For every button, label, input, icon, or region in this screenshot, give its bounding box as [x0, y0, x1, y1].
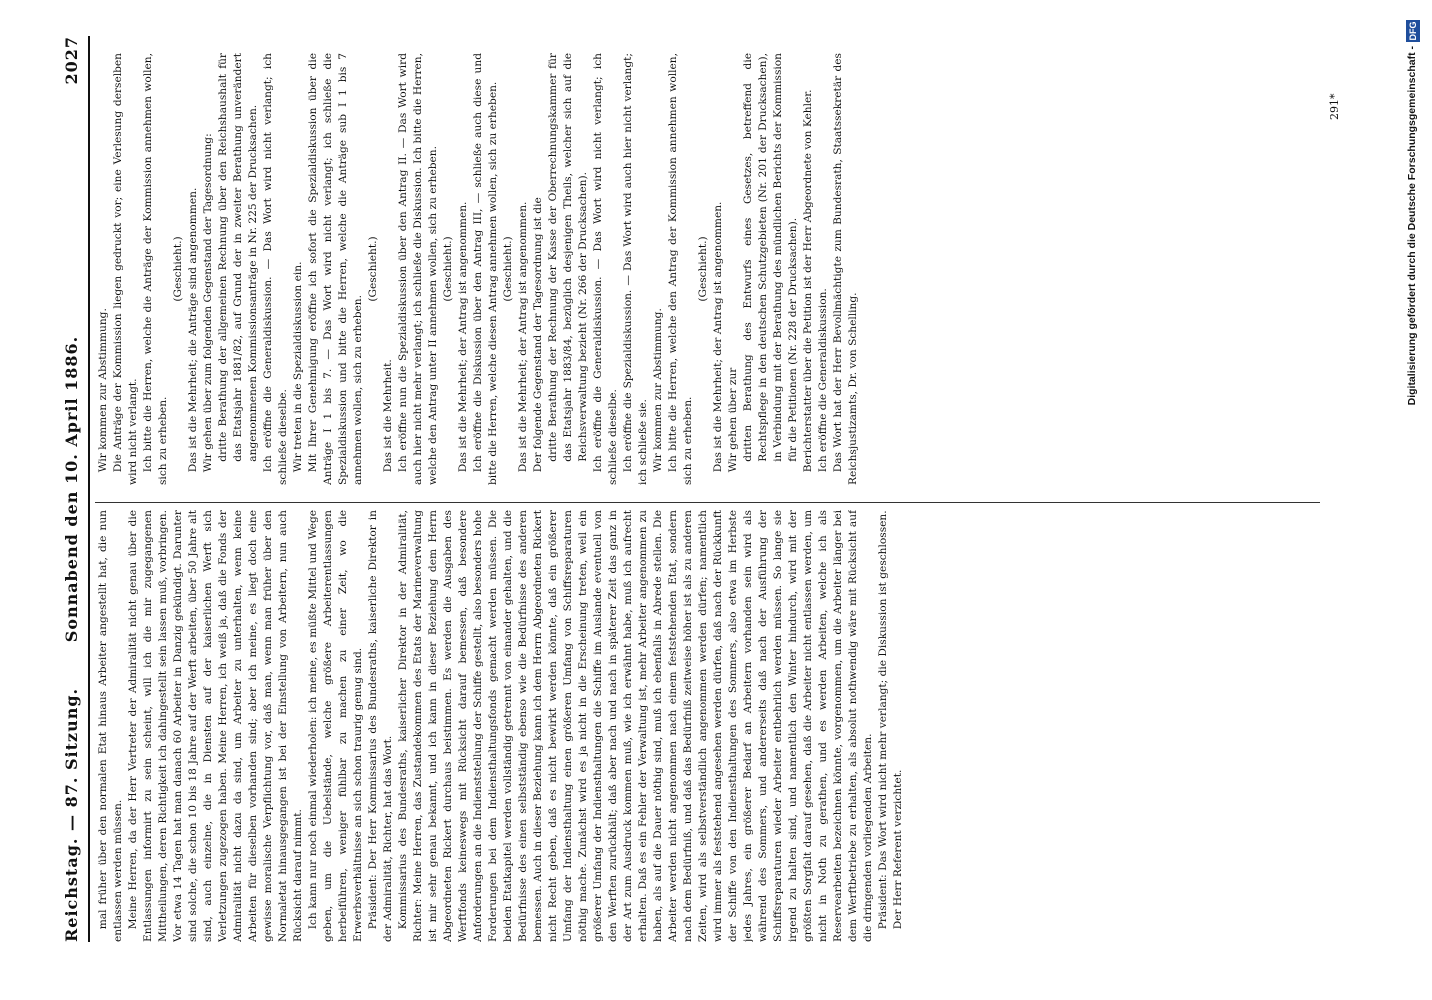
paragraph: Das ist die Mehrheit; der Antrag ist angenommen.	[712, 201, 724, 473]
right-column	[96, 53, 1324, 485]
paragraph: (Geschieht.)	[502, 236, 514, 302]
paragraph: Das ist die Mehrheit; der Antrag ist angenommen.	[517, 201, 529, 473]
paragraph: Ich eröffne die Generaldiskussion. — Das Wort wird nicht verlangt; ich schließe dieselbe.	[592, 53, 619, 485]
paragraph: Der folgende Gegenstand der Tagesordnung ist die	[532, 197, 544, 473]
paragraph: Wir gehen über zum folgenden Gegenstand der Tagesordnung:	[202, 133, 214, 473]
column-divider	[95, 502, 1320, 503]
credit-text: Digitalisierung gefördert durch die Deutsche Forschungsgemeinschaft -	[1406, 46, 1418, 406]
paragraph: Mit Ihrer Genehmigung eröffne ich sofort die Spezialdiskussion über die Anträge I 1 bis 7. — Das Wort wird nicht verlangt; ich schließe die Spezialdiskussion und bitte die Herren, welche die Anträge sub I 1 bis 7 annehmen wollen, sich zu erheben.	[307, 53, 364, 485]
paragraph: Wir kommen zur Abstimmung.	[652, 308, 664, 473]
page-header	[62, 36, 84, 942]
paragraph: Wir treten in die Spezialdiskussion ein.	[292, 261, 304, 473]
paragraph: Berichterstatter über die Petition ist der Herr Abgeordnete von Kehler.	[802, 89, 814, 473]
paragraph: Ich bitte die Herren, welche die Anträge der Kommission annehmen wollen, sich zu erheben.	[142, 53, 169, 485]
header-session: Reichstag. — 87. Sitzung.	[62, 687, 81, 942]
paragraph: Präsident: Der Herr Kommissarius des Bundesraths, kaiserliche Direktor in der Admiralität, Richter, hat das Wort.	[367, 510, 394, 942]
paragraph: Wir gehen über zur	[727, 367, 739, 473]
paragraph: Der Herr Referent verzichtet.	[892, 769, 904, 930]
digitization-credit	[1406, 20, 1424, 980]
paragraph: Ich eröffne die Generaldiskussion.	[817, 288, 829, 473]
paragraph: (Geschieht.)	[367, 236, 379, 302]
paragraph: Meine Herren, da der Herr Vertreter der Admiralität nicht genau über die Entlassungen informirt zu sein scheint, will ich die mir zugegangenen Mittheilungen, deren Richtigkeit ich dahingestellt sein lassen muß, vorbringen. Vor etwa 14 Tagen hat man danach 60 Arbeiter in Danzig gekündigt. Darunter sind solche, die schon 10 bis 18 Jahre auf der Werft arbeiten, über 50 Jahre alt sind, auch einzelne, die in Diensten auf der kaiserlichen Werft sich Verletzungen zugezogen haben. Meine Herren, ich weiß ja, daß die Fonds der Admiralität nicht dazu da sind, um Arbeiter zu unterhalten, wenn keine Arbeiten für dieselben vorhanden sind; aber ich meine, es liegt doch eine gewisse moralische Verpflichtung vor, daß man, wenn man früher über den Normaletat hinausgegangen ist bei der Einstellung von Arbeitern, nun auch Rücksicht darauf nimmt.	[127, 510, 304, 942]
page-number: 2027	[62, 36, 81, 85]
dfg-logo-icon: DFG	[1408, 21, 1418, 41]
paragraph: mal früher über den normalen Etat hinaus Arbeiter angestellt hat, die nun entlassen werden müssen.	[97, 510, 124, 942]
paragraph: Das ist die Mehrheit.	[382, 359, 394, 473]
paragraph: dritten Berathung des Entwurfs eines Gesetzes, betreffend die Rechtspflege in den deutschen Schutzgebieten (Nr. 201 der Drucksachen), in Verbindung mit der Berathung des mündlichen Berichts der Kommission für die Petitionen (Nr. 228 der Drucksachen).	[742, 53, 799, 462]
paragraph: Die Anträge der Kommission liegen gedruckt vor; eine Verlesung derselben wird nicht verlangt.	[112, 53, 139, 485]
paragraph: (Geschieht.)	[442, 236, 454, 302]
paragraph: (Geschieht.)	[697, 236, 709, 302]
header-date: Sonnabend den 10. April 1886.	[62, 335, 81, 643]
paragraph: Das Wort hat der Herr Bevollmächtigte zum Bundesrath, Staatssekretär des Reichsjustizamts, Dr. von Schelling.	[832, 53, 859, 485]
paragraph: Ich kann nur noch einmal wiederholen: ich meine, es müßte Mittel und Wege geben, um die Uebelstände, welche größere Arbeiterentlassungen herbeiführen, weniger fühlbar zu machen zu einer Zeit, wo die Erwerbsverhältnisse an sich schon traurig genug sind.	[307, 510, 364, 942]
paragraph: dritte Berathung der Rechnung der Kasse der Oberrechnungskammer für das Etatsjahr 1883/84, bezüglich desjenigen Theils, welcher sich auf die Reichsverwaltung bezieht (Nr. 266 der Drucksachen).	[547, 53, 589, 462]
left-column	[96, 510, 1324, 942]
paragraph: dritte Berathung der allgemeinen Rechnung über den Reichshaushalt für das Etatsjahr 1881/82, auf Grund der in zweiter Berathung unverändert angenommenen Kommissionsanträge in Nr. 225 der Drucksachen.	[217, 53, 259, 462]
header-rule	[88, 36, 90, 942]
paragraph: Ich bitte die Herren, welche den Antrag der Kommission annehmen wollen, sich zu erheben.	[667, 53, 694, 485]
paragraph: Ich eröffne die Diskussion über den Antrag III, — schließe auch diese und bitte die Herren, welche diesen Antrag annehmen wollen, sich zu erheben.	[472, 53, 499, 485]
paragraph: Ich eröffne die Spezialdiskussion. — Das Wort wird auch hier nicht verlangt; ich schließe sie.	[622, 53, 649, 485]
paragraph: Ich eröffne die Generaldiskussion. — Das Wort wird nicht verlangt; ich schließe dieselbe.	[262, 53, 289, 485]
paragraph: Das ist die Mehrheit; die Anträge sind angenommen.	[187, 187, 199, 473]
paragraph: Das ist die Mehrheit; der Antrag ist angenommen.	[457, 201, 469, 473]
paragraph: Ich eröffne nun die Spezialdiskussion über den Antrag II. — Das Wort wird auch hier nicht mehr verlangt; ich schließe die Diskussion. Ich bitte die Herren, welche den Antrag unter II annehmen wollen, sich zu erheben.	[397, 53, 439, 485]
paragraph: Präsident: Das Wort wird nicht mehr verlangt; die Diskussion ist geschlossen.	[877, 510, 889, 930]
paragraph: (Geschieht.)	[172, 236, 184, 302]
paragraph: Wir kommen zur Abstimmung.	[97, 308, 109, 473]
paragraph: Kommissarius des Bundesraths, kaiserlicher Direktor in der Admiralität, Richter: Meine Herren, das Zustandekommen des Etats der Marineverwaltung ist mir sehr genau bekannt, und ich kann in dieser Beziehung dem Herrn Abgeordneten Rickert durchaus beistimmen. Es werden die Ausgaben des Werftfonds keineswegs mit Rücksicht darauf bemessen, daß besondere Anforderungen an die Indienststellung der Schiffe gestellt, also besonders hohe Forderungen bei dem Indiensthaltungsfonds gemacht werden müssen. Die beiden Etatkapitel werden vollständig getrennt von einander gehalten, und die Bedürfnisse des einen selbstständig ebenso wie die Bedürfnisse des anderen bemessen. Auch in dieser Beziehung kann ich dem Herrn Abgeordneten Rickert nicht Recht geben, daß es nicht bewirkt werden könnte, daß ein größerer Umfang der Indiensthaltung einen größeren Umfang von Schiffsreparaturen nöthig mache. Zunächst wird es ja nicht in die Erscheinung treten, weil ein größerer Umfang der Indiensthaltungen die Schiffe im Auslande eventuell von den Werften zurückhält; daß aber nach und nach in späterer Zeit das ganz in der Art zum Ausdruck kommen muß, wie ich erwähnt habe, muß ich aufrecht erhalten. Daß es ein Fehler der Verwaltung ist, mehr Arbeiter angenommen zu haben, als auf die Dauer nöthig sind, muß ich ebenfalls in Abrede stellen. Die Arbeiter werden nicht angenommen nach einem feststehenden Etat, sondern nach dem Bedürfniß, und daß das Bedürfniß zeitweise höher ist als zu anderen Zeiten, wird als selbstverständlich angenommen werden dürfen; namentlich wird immer als feststehend angesehen werden dürfen, daß nach der Rückkunft der Schiffe von den Indiensthaltungen des Sommers, also etwa im Herbste jedes Jahres, ein größerer Bedarf an Arbeitern vorhanden sein wird als während des Sommers, und andererseits daß nach der Ausführung der Schiffsreparaturen wieder Arbeiter entbehrlich werden müssen. So lange sie irgend zu halten sind, und namentlich den Winter hindurch, wird mit der größten Sorgfalt darauf gesehen, daß die Arbeiter nicht entlassen werden, um nicht in Noth zu gerathen, und es werden Arbeiten, welche ich als Reservearbeiten bezeichnen könnte, vorgenommen, um die Arbeiter länger bei dem Werftbetriebe zu erhalten, als absolut nothwendig wäre mit Rücksicht auf die dringenden vorliegenden Arbeiten.	[397, 510, 874, 942]
signature-mark: 291*	[1328, 93, 1341, 120]
